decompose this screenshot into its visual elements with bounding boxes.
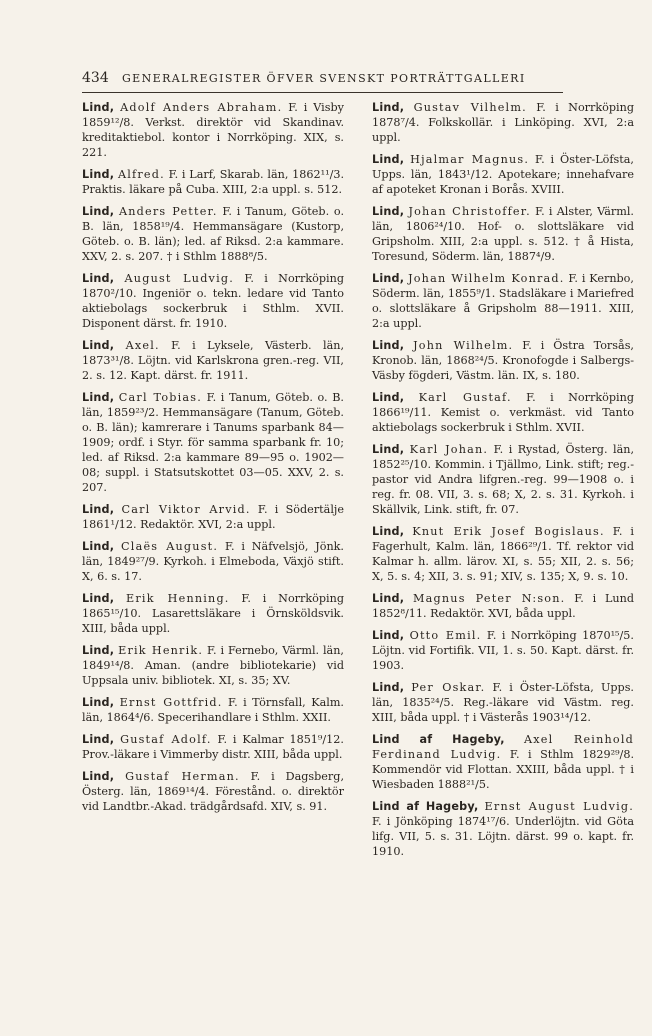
entry-surname: Lind, <box>372 272 405 285</box>
register-entry <box>372 271 634 331</box>
entry-surname: Lind, <box>372 101 405 114</box>
entry-given-names: Carl Viktor Arvid. <box>121 503 251 516</box>
entry-given-names: Hjalmar Magnus. <box>410 153 530 166</box>
right-column <box>372 100 634 866</box>
register-entry <box>82 539 344 584</box>
register-entry <box>372 680 634 725</box>
entry-surname: Lind, <box>82 540 115 553</box>
entry-surname: Lind, <box>372 681 405 694</box>
register-entry <box>372 338 634 383</box>
entry-given-names: Karl Johan. <box>409 443 489 456</box>
entry-details: F. i Lyksele, Västerb. län, 1873³¹/8. Löjtn. vid Karlskrona gren.-reg. VII, 2. s. 12. Kapt. därst. fr. 1911. <box>82 339 345 382</box>
entry-given-names: Anders Petter. <box>118 205 218 218</box>
entry-surname: Lind, <box>372 629 405 642</box>
register-entry <box>372 100 634 145</box>
entry-surname: Lind, <box>82 644 115 657</box>
entry-details: F. i Södertälje 1861¹/12. Redaktör. XVI, 2:a uppl. <box>82 503 344 531</box>
register-entry <box>372 799 634 859</box>
entry-given-names: Per Oskar. <box>411 681 486 694</box>
entry-surname: Lind, <box>82 503 115 516</box>
entry-details: F. i Rystad, Österg. län, 1852²⁵/10. Kommin. i Tjällmo, Link. stift; reg.-pastor vid Andra lifgren.-reg. 99—1908 o. i reg. fr. 08. VII, 3. s. 68; X, 2. s. 31. Kyrkoh. i Skällvik, Link. stift, fr. 07. <box>372 443 634 516</box>
entry-surname: Lind, <box>82 770 115 783</box>
entry-given-names: Ernst Gottfrid. <box>119 696 223 709</box>
register-entry <box>372 442 634 517</box>
entry-surname: Lind, <box>82 733 115 746</box>
entry-given-names: Gustaf Adolf. <box>120 733 212 746</box>
entry-surname: Lind, <box>82 101 115 114</box>
entry-details: F. i Öster-Löfsta, Upps. län, 1843¹/12. Apotekare; innehafvare af apoteket Kronan i Borås. XVIII. <box>372 153 634 196</box>
entry-details: F. i Norrköping 1865¹⁵/10. Lasarettsläkare i Örnsköldsvik. XIII, båda uppl. <box>82 592 344 635</box>
register-entry <box>372 152 634 197</box>
entry-surname: Lind af Hageby, <box>372 733 505 746</box>
running-title: GENERALREGISTER ÖFVER SVENSKT PORTRÄTTGALLERI <box>122 72 526 85</box>
entry-details: F. i Kalmar 1851⁹/12. Prov.-läkare i Vimmerby distr. XIII, båda uppl. <box>82 733 344 761</box>
entry-surname: Lind, <box>82 205 115 218</box>
entry-given-names: Johan Wilhelm Konrad. <box>408 272 565 285</box>
entry-details: F. i Visby 1859¹²/8. Verkst. direktör vid Skandinav. kreditaktiebol. kontor i Norrköping. XIX, s. 221. <box>82 101 344 159</box>
register-entry <box>82 732 344 762</box>
page-header <box>82 70 562 92</box>
entry-surname: Lind, <box>372 205 405 218</box>
entry-surname: Lind, <box>82 696 115 709</box>
register-entry <box>82 502 344 532</box>
entry-given-names: Claës August. <box>121 540 219 553</box>
entry-given-names: Adolf Anders Abraham. <box>120 101 283 114</box>
entry-details: F. i Norrköping 1870²/10. Ingeniör o. tekn. ledare vid Tanto aktiebolags sockerbruk i Sthlm. XVII. Disponent därst. fr. 1910. <box>82 272 344 330</box>
entry-surname: Lind, <box>82 391 115 404</box>
entry-details: F. i Norrköping 1866¹⁹/11. Kemist o. verkmäst. vid Tanto aktiebolags sockerbruk i Sthlm. XVII. <box>372 391 634 434</box>
entry-given-names: Otto Emil. <box>409 629 482 642</box>
entry-details: F. i Jönköping 1874¹⁷/6. Underlöjtn. vid Göta lifg. VII, 5. s. 31. Löjtn. därst. 99 o. kapt. fr. 1910. <box>372 815 634 858</box>
entry-details: F. i Fagerhult, Kalm. län, 1866²⁹/1. Tf. rektor vid Kalmar h. allm. lärov. XI, s. 55; XII, 2. s. 56; X, 5. s. 4; XII, 3. s. 91; XIV, s. 135; X, 9. s. 10. <box>372 525 635 583</box>
register-entry <box>372 591 634 621</box>
entry-details: F. i Norrköping 1878⁷/4. Folkskollär. i Linköping. XVI, 2:a uppl. <box>372 101 634 144</box>
entry-given-names: Axel. <box>125 339 160 352</box>
entry-details: F. i Larf, Skarab. län, 1862¹¹/3. Praktis. läkare på Cuba. XIII, 2:a uppl. s. 512. <box>82 168 345 196</box>
entry-details: F. i Tanum, Göteb. o. B. län, 1859²³/2. Hemmansägare (Tanum, Göteb. o. B. län); kamrerare i Tanums sparbank 84—1909; ordf. i Styr. för samma sparbank fr. 10; led. af Riksd. 2:a kammare 89—95 o. 1902—08; suppl. i Statsutskottet 03—05. XXV, 2. s. 207. <box>82 391 344 494</box>
entry-given-names: Gustaf Herman. <box>125 770 240 783</box>
entry-details: F. i Sthlm 1829²⁹/8. Kommendör vid Flottan. XXIII, båda uppl. † i Wiesbaden 1888²¹/5. <box>372 748 635 791</box>
entry-given-names: Ernst August Ludvig. <box>484 800 634 813</box>
left-column <box>82 100 344 821</box>
entry-surname: Lind, <box>372 525 405 538</box>
entry-given-names: Carl Tobias. <box>118 391 202 404</box>
register-entry <box>82 643 344 688</box>
entry-details: F. i Norrköping 1870¹⁵/5. Löjtn. vid Fortifik. VII, 1. s. 50. Kapt. därst. fr. 1903. <box>372 629 634 672</box>
entry-surname: Lind, <box>82 272 115 285</box>
register-entry <box>82 100 344 160</box>
entry-details: F. i Fernebo, Värml. län, 1849¹⁴/8. Aman. (andre bibliotekarie) vid Uppsala univ. bibliotek. XI, s. 35; XV. <box>82 644 344 687</box>
register-entry <box>372 732 634 792</box>
entry-given-names: Erik Henning. <box>126 592 230 605</box>
entry-details: F. i Dagsberg, Österg. län, 1869¹⁴/4. Förestånd. o. direktör vid Landtbr.-Akad. trädgårdsafd. XIV, s. 91. <box>82 770 344 813</box>
entry-surname: Lind, <box>372 339 405 352</box>
register-entry <box>372 204 634 264</box>
header-rule <box>82 92 563 93</box>
entry-surname: Lind, <box>82 168 115 181</box>
register-entry <box>82 204 344 264</box>
entry-details: F. i Öster-Löfsta, Upps. län, 1835²⁴/5. Reg.-läkare vid Västm. reg. XIII, båda uppl. † i Västerås 1903¹⁴/12. <box>372 681 634 724</box>
entry-details: F. i Törnsfall, Kalm. län, 1864⁴/6. Specerihandlare i Sthlm. XXII. <box>82 696 344 724</box>
register-entry <box>82 769 344 814</box>
register-entry <box>82 695 344 725</box>
entry-given-names: John Wilhelm. <box>413 339 514 352</box>
entry-details: F. i Kernbo, Söderm. län, 1855⁹/1. Stadsläkare i Mariefred o. slottsläkare å Gripsholm 88—1911. XIII, 2:a uppl. <box>372 272 634 330</box>
entry-details: F. i Lund 1852⁸/11. Redaktör. XVI, båda uppl. <box>372 592 635 620</box>
entry-given-names: Alfred. <box>117 168 165 181</box>
entry-given-names: Magnus Peter N:son. <box>413 592 566 605</box>
register-entry <box>372 524 634 584</box>
register-entry <box>82 167 344 197</box>
entry-given-names: August Ludvig. <box>124 272 234 285</box>
register-entry <box>82 591 344 636</box>
register-entry <box>82 271 344 331</box>
entry-surname: Lind af Hageby, <box>372 800 479 813</box>
page-number: 434 <box>82 70 109 86</box>
entry-surname: Lind, <box>372 153 405 166</box>
entry-given-names: Knut Erik Josef Bogislaus. <box>412 525 605 538</box>
entry-given-names: Erik Henrik. <box>118 644 204 657</box>
entry-surname: Lind, <box>82 339 115 352</box>
entry-given-names: Axel Reinhold Ferdinand Ludvig. <box>372 733 634 761</box>
entry-details: F. i Tanum, Göteb. o. B. län, 1858¹⁹/4. Hemmansägare (Kustorp, Göteb. o. B. län); led. af Riksd. 2:a kammare. XXV, 2. s. 207. † i Sthlm 1888⁸/5. <box>82 205 344 263</box>
entry-surname: Lind, <box>372 592 405 605</box>
entry-given-names: Johan Christoffer. <box>408 205 531 218</box>
register-entry <box>372 628 634 673</box>
entry-surname: Lind, <box>372 391 405 404</box>
entry-given-names: Gustav Vilhelm. <box>413 101 527 114</box>
entry-given-names: Karl Gustaf. <box>418 391 512 404</box>
register-entry <box>82 338 344 383</box>
entry-details: F. i Östra Torsås, Kronob. län, 1868²⁴/5. Kronofogde i Salbergs-Väsby fögderi, Västm. län. IX, s. 180. <box>372 339 634 382</box>
entry-surname: Lind, <box>372 443 405 456</box>
entry-details: F. i Näfvelsjö, Jönk. län, 1849²⁷/9. Kyrkoh. i Elmeboda, Växjö stift. X, 6. s. 17. <box>82 540 344 583</box>
register-entry <box>82 390 344 495</box>
register-entry <box>372 390 634 435</box>
entry-surname: Lind, <box>82 592 115 605</box>
entry-details: F. i Alster, Värml. län, 1806²⁴/10. Hof- o. slottsläkare vid Gripsholm. XIII, 2:a uppl. s. 512. † å Hista, Toresund, Söderm. län, 1887⁴/9. <box>372 205 634 263</box>
